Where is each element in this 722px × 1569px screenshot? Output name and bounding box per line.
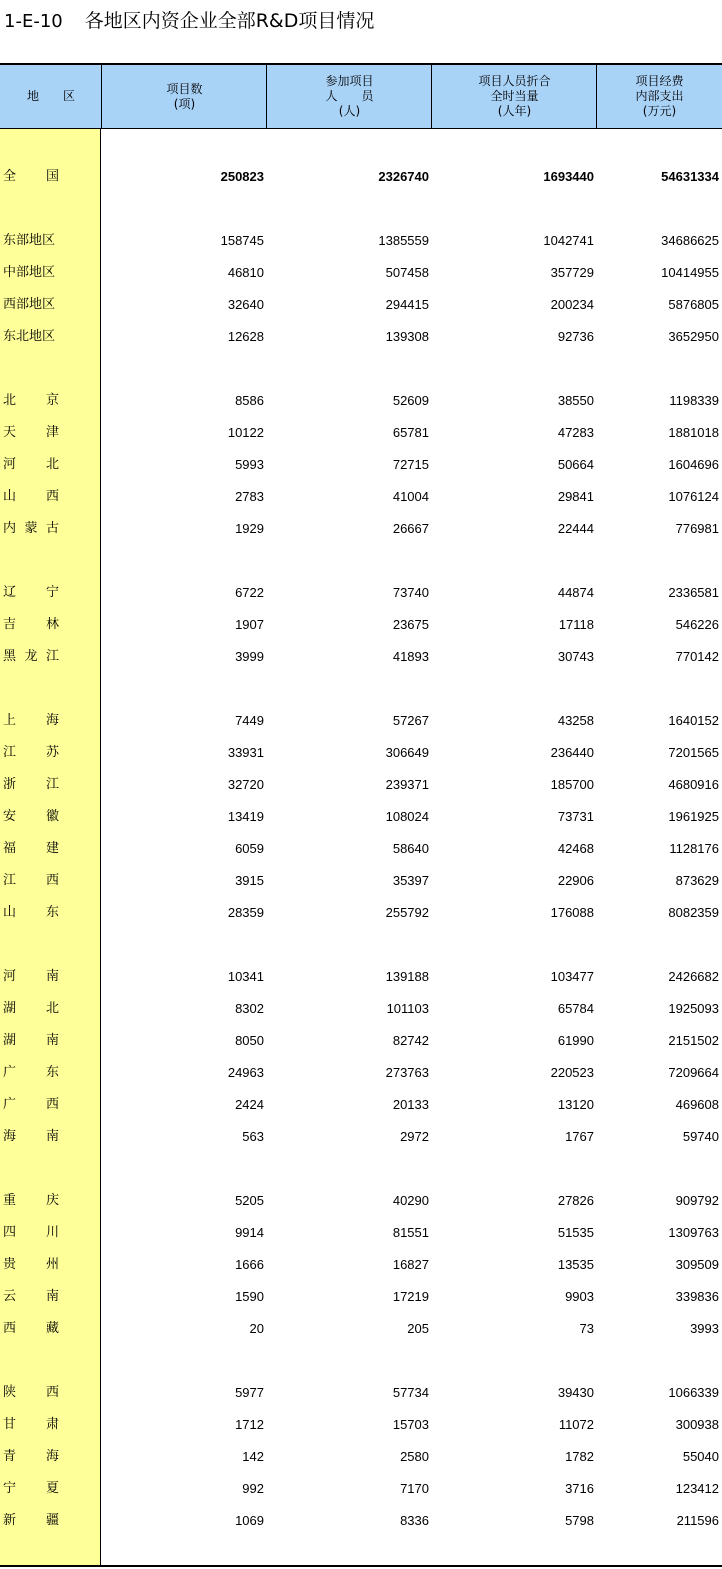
region-label: 海 南: [3, 1129, 59, 1144]
region-label: 东北地区: [3, 329, 56, 344]
project-count-cell: 10122: [227, 425, 264, 440]
table-row: [0, 999, 722, 1019]
expenditure-cell: 2336581: [668, 585, 719, 600]
personnel-cell: 57734: [392, 1385, 429, 1400]
fte-cell: 185700: [550, 777, 594, 792]
region-label: 福 建: [3, 841, 59, 856]
fte-cell: 30743: [557, 649, 594, 664]
expenditure-cell: 8082359: [668, 905, 719, 920]
fte-cell: 9903: [565, 1289, 594, 1304]
project-count-cell: 5977: [235, 1385, 264, 1400]
region-label: 中部地区: [3, 265, 56, 280]
header-personnel: 参加项目 人 员 (人): [266, 65, 432, 128]
project-count-cell: 7449: [235, 713, 264, 728]
fte-cell: 29841: [557, 489, 594, 504]
table-row: [0, 1479, 722, 1499]
project-count-cell: 250823: [220, 169, 264, 184]
region-label: 西 藏: [3, 1321, 59, 1336]
expenditure-cell: 1128176: [669, 841, 719, 856]
expenditure-cell: 55040: [682, 1449, 719, 1464]
personnel-cell: 8336: [400, 1513, 429, 1528]
table-row: [0, 487, 722, 507]
personnel-cell: 41893: [392, 649, 429, 664]
fte-cell: 5798: [565, 1513, 594, 1528]
expenditure-cell: 10414955: [661, 265, 719, 280]
table-bottom-rule: [0, 1565, 722, 1567]
personnel-cell: 58640: [392, 841, 429, 856]
region-label: 湖 南: [3, 1033, 59, 1048]
region-label: 河 北: [3, 457, 59, 472]
personnel-cell: 255792: [385, 905, 429, 920]
table-row: [0, 1223, 722, 1243]
personnel-cell: 35397: [392, 873, 429, 888]
project-count-cell: 24963: [227, 1065, 264, 1080]
project-count-cell: 33931: [227, 745, 264, 760]
project-count-cell: 2424: [235, 1097, 264, 1112]
region-label: 全 国: [3, 169, 59, 184]
personnel-cell: 139308: [385, 329, 429, 344]
personnel-cell: 26667: [392, 521, 429, 536]
region-label: 贵 州: [3, 1257, 59, 1272]
personnel-cell: 101103: [386, 1001, 429, 1016]
project-count-cell: 1666: [235, 1257, 264, 1272]
project-count-cell: 992: [242, 1481, 264, 1496]
table-row: [0, 519, 722, 539]
table-code: 1-E-10: [4, 11, 63, 32]
table-row: [0, 1191, 722, 1211]
region-label: 内 蒙 古: [3, 521, 59, 536]
expenditure-cell: 546226: [675, 617, 719, 632]
fte-cell: 73731: [557, 809, 594, 824]
expenditure-cell: 1309763: [668, 1225, 719, 1240]
fte-cell: 51535: [557, 1225, 594, 1240]
personnel-cell: 2972: [400, 1129, 429, 1144]
table-row: [0, 775, 722, 795]
project-count-cell: 2783: [235, 489, 264, 504]
project-count-cell: 3999: [235, 649, 264, 664]
project-count-cell: 13419: [227, 809, 264, 824]
header-project-count: 项目数 (项): [101, 65, 267, 128]
personnel-cell: 16827: [392, 1257, 429, 1272]
expenditure-cell: 300938: [675, 1417, 719, 1432]
project-count-cell: 1069: [235, 1513, 264, 1528]
expenditure-cell: 873629: [675, 873, 719, 888]
expenditure-cell: 1961925: [668, 809, 719, 824]
region-label: 广 东: [3, 1065, 59, 1080]
region-label: 新 疆: [3, 1513, 59, 1528]
expenditure-cell: 7209664: [668, 1065, 719, 1080]
expenditure-cell: 339836: [675, 1289, 719, 1304]
personnel-cell: 52609: [392, 393, 429, 408]
region-label: 东部地区: [3, 233, 56, 248]
project-count-cell: 46810: [227, 265, 264, 280]
expenditure-cell: 59740: [682, 1129, 719, 1144]
personnel-cell: 2326740: [378, 169, 429, 184]
expenditure-cell: 2426682: [668, 969, 719, 984]
region-label: 青 海: [3, 1449, 59, 1464]
fte-cell: 92736: [557, 329, 594, 344]
fte-cell: 3716: [565, 1481, 594, 1496]
fte-cell: 44874: [557, 585, 594, 600]
expenditure-cell: 2151502: [668, 1033, 719, 1048]
fte-cell: 61990: [557, 1033, 594, 1048]
table-row: [0, 1031, 722, 1051]
fte-cell: 73: [579, 1321, 594, 1336]
personnel-cell: 73740: [392, 585, 429, 600]
expenditure-cell: 1076124: [668, 489, 719, 504]
page-title: [4, 6, 374, 33]
table-row: [0, 903, 722, 923]
fte-cell: 357729: [550, 265, 594, 280]
region-label: 上 海: [3, 713, 59, 728]
expenditure-cell: 776981: [675, 521, 719, 536]
personnel-cell: 15703: [392, 1417, 429, 1432]
fte-cell: 200234: [550, 297, 594, 312]
personnel-cell: 294415: [385, 297, 429, 312]
project-count-cell: 6059: [235, 841, 264, 856]
expenditure-cell: 1198339: [669, 393, 719, 408]
fte-cell: 11072: [558, 1417, 594, 1432]
region-label: 吉 林: [3, 617, 59, 632]
expenditure-cell: 34686625: [661, 233, 719, 248]
region-label: 宁 夏: [3, 1481, 59, 1496]
fte-cell: 39430: [557, 1385, 594, 1400]
personnel-cell: 205: [407, 1321, 429, 1336]
table-row: [0, 839, 722, 859]
expenditure-cell: 309509: [675, 1257, 719, 1272]
expenditure-cell: 1066339: [668, 1385, 719, 1400]
project-count-cell: 32720: [227, 777, 264, 792]
expenditure-cell: 909792: [675, 1193, 719, 1208]
table-row: [0, 967, 722, 987]
project-count-cell: 3915: [235, 873, 264, 888]
region-label: 江 苏: [3, 745, 59, 760]
region-label: 湖 北: [3, 1001, 59, 1016]
fte-cell: 43258: [557, 713, 594, 728]
fte-cell: 47283: [557, 425, 594, 440]
fte-cell: 220523: [550, 1065, 594, 1080]
expenditure-cell: 5876805: [668, 297, 719, 312]
project-count-cell: 1929: [235, 521, 264, 536]
expenditure-cell: 1925093: [668, 1001, 719, 1016]
expenditure-cell: 1881018: [668, 425, 719, 440]
project-count-cell: 12628: [227, 329, 264, 344]
personnel-cell: 507458: [385, 265, 429, 280]
project-count-cell: 1712: [235, 1417, 264, 1432]
personnel-cell: 72715: [392, 457, 429, 472]
table-row: [0, 583, 722, 603]
header-internal-expenditure: 项目经费 内部支出 (万元): [596, 65, 722, 128]
region-label: 山 东: [3, 905, 59, 920]
personnel-cell: 57267: [392, 713, 429, 728]
fte-cell: 103477: [550, 969, 594, 984]
expenditure-cell: 3993: [690, 1321, 719, 1336]
region-label: 云 南: [3, 1289, 59, 1304]
personnel-cell: 17219: [392, 1289, 429, 1304]
region-label: 安 徽: [3, 809, 59, 824]
expenditure-cell: 469608: [675, 1097, 719, 1112]
personnel-cell: 108024: [385, 809, 429, 824]
region-label: 浙 江: [3, 777, 59, 792]
total-row: [0, 167, 722, 187]
personnel-cell: 239371: [385, 777, 429, 792]
personnel-cell: 23675: [392, 617, 429, 632]
table-header: [0, 65, 722, 129]
table-row: [0, 423, 722, 443]
fte-cell: 27826: [557, 1193, 594, 1208]
project-count-cell: 9914: [235, 1225, 264, 1240]
table-row: [0, 1255, 722, 1275]
region-label: 西部地区: [3, 297, 56, 312]
fte-cell: 13535: [557, 1257, 594, 1272]
table-row: [0, 231, 722, 251]
table-row: [0, 1319, 722, 1339]
personnel-cell: 1385559: [378, 233, 429, 248]
expenditure-cell: 7201565: [668, 745, 719, 760]
table-row: [0, 1511, 722, 1531]
region-label: 甘 肃: [3, 1417, 59, 1432]
region-label: 广 西: [3, 1097, 59, 1112]
region-label: 北 京: [3, 393, 59, 408]
project-count-cell: 10341: [227, 969, 264, 984]
project-count-cell: 8586: [235, 393, 264, 408]
project-count-cell: 158745: [220, 233, 264, 248]
header-region: 地 区: [26, 89, 75, 103]
fte-cell: 176088: [550, 905, 594, 920]
table-row: [0, 455, 722, 475]
fte-cell: 22444: [557, 521, 594, 536]
personnel-cell: 41004: [392, 489, 429, 504]
project-count-cell: 8302: [235, 1001, 264, 1016]
table-row: [0, 1287, 722, 1307]
project-count-cell: 1590: [235, 1289, 264, 1304]
expenditure-cell: 4680916: [668, 777, 719, 792]
personnel-cell: 81551: [392, 1225, 429, 1240]
table-row: [0, 1447, 722, 1467]
fte-cell: 42468: [557, 841, 594, 856]
fte-cell: 1782: [565, 1449, 594, 1464]
personnel-cell: 82742: [392, 1033, 429, 1048]
personnel-cell: 306649: [385, 745, 429, 760]
expenditure-cell: 770142: [675, 649, 719, 664]
project-count-cell: 20: [249, 1321, 264, 1336]
table-row: [0, 263, 722, 283]
table-row: [0, 295, 722, 315]
table-row: [0, 1063, 722, 1083]
region-label: 重 庆: [3, 1193, 59, 1208]
expenditure-cell: 1640152: [668, 713, 719, 728]
project-count-cell: 142: [242, 1449, 264, 1464]
table-row: [0, 711, 722, 731]
table-row: [0, 1095, 722, 1115]
fte-cell: 1767: [565, 1129, 594, 1144]
region-label: 黑 龙 江: [3, 649, 59, 664]
expenditure-cell: 54631334: [661, 169, 719, 184]
table-row: [0, 327, 722, 347]
region-label: 辽 宁: [3, 585, 59, 600]
project-count-cell: 563: [242, 1129, 264, 1144]
table-row: [0, 1383, 722, 1403]
project-count-cell: 8050: [235, 1033, 264, 1048]
header-full-time-equivalent: 项目人员折合 全时当量 (人年): [431, 65, 597, 128]
fte-cell: 236440: [550, 745, 594, 760]
table-row: [0, 871, 722, 891]
table-row: [0, 1127, 722, 1147]
fte-cell: 1042741: [543, 233, 594, 248]
table-row: [0, 743, 722, 763]
expenditure-cell: 211596: [676, 1513, 719, 1528]
personnel-cell: 2580: [400, 1449, 429, 1464]
region-label: 山 西: [3, 489, 59, 504]
project-count-cell: 32640: [227, 297, 264, 312]
region-label: 江 西: [3, 873, 59, 888]
table-row: [0, 807, 722, 827]
table-row: [0, 615, 722, 635]
expenditure-cell: 123412: [675, 1481, 719, 1496]
project-count-cell: 5205: [235, 1193, 264, 1208]
region-label: 天 津: [3, 425, 59, 440]
personnel-cell: 7170: [400, 1481, 429, 1496]
fte-cell: 1693440: [543, 169, 594, 184]
personnel-cell: 65781: [392, 425, 429, 440]
project-count-cell: 1907: [235, 617, 264, 632]
fte-cell: 50664: [557, 457, 594, 472]
table-title: 各地区内资企业全部R&D项目情况: [84, 10, 375, 32]
fte-cell: 22906: [557, 873, 594, 888]
table-row: [0, 647, 722, 667]
expenditure-cell: 1604696: [668, 457, 719, 472]
table-row: [0, 1415, 722, 1435]
fte-cell: 65784: [557, 1001, 594, 1016]
fte-cell: 38550: [557, 393, 594, 408]
project-count-cell: 6722: [235, 585, 264, 600]
personnel-cell: 40290: [392, 1193, 429, 1208]
project-count-cell: 28359: [227, 905, 264, 920]
fte-cell: 17118: [558, 617, 594, 632]
fte-cell: 13120: [557, 1097, 594, 1112]
region-label: 四 川: [3, 1225, 59, 1240]
project-count-cell: 5993: [235, 457, 264, 472]
region-label: 陕 西: [3, 1385, 59, 1400]
personnel-cell: 20133: [392, 1097, 429, 1112]
personnel-cell: 273763: [385, 1065, 429, 1080]
region-label: 河 南: [3, 969, 59, 984]
table-row: [0, 391, 722, 411]
personnel-cell: 139188: [385, 969, 429, 984]
expenditure-cell: 3652950: [668, 329, 719, 344]
